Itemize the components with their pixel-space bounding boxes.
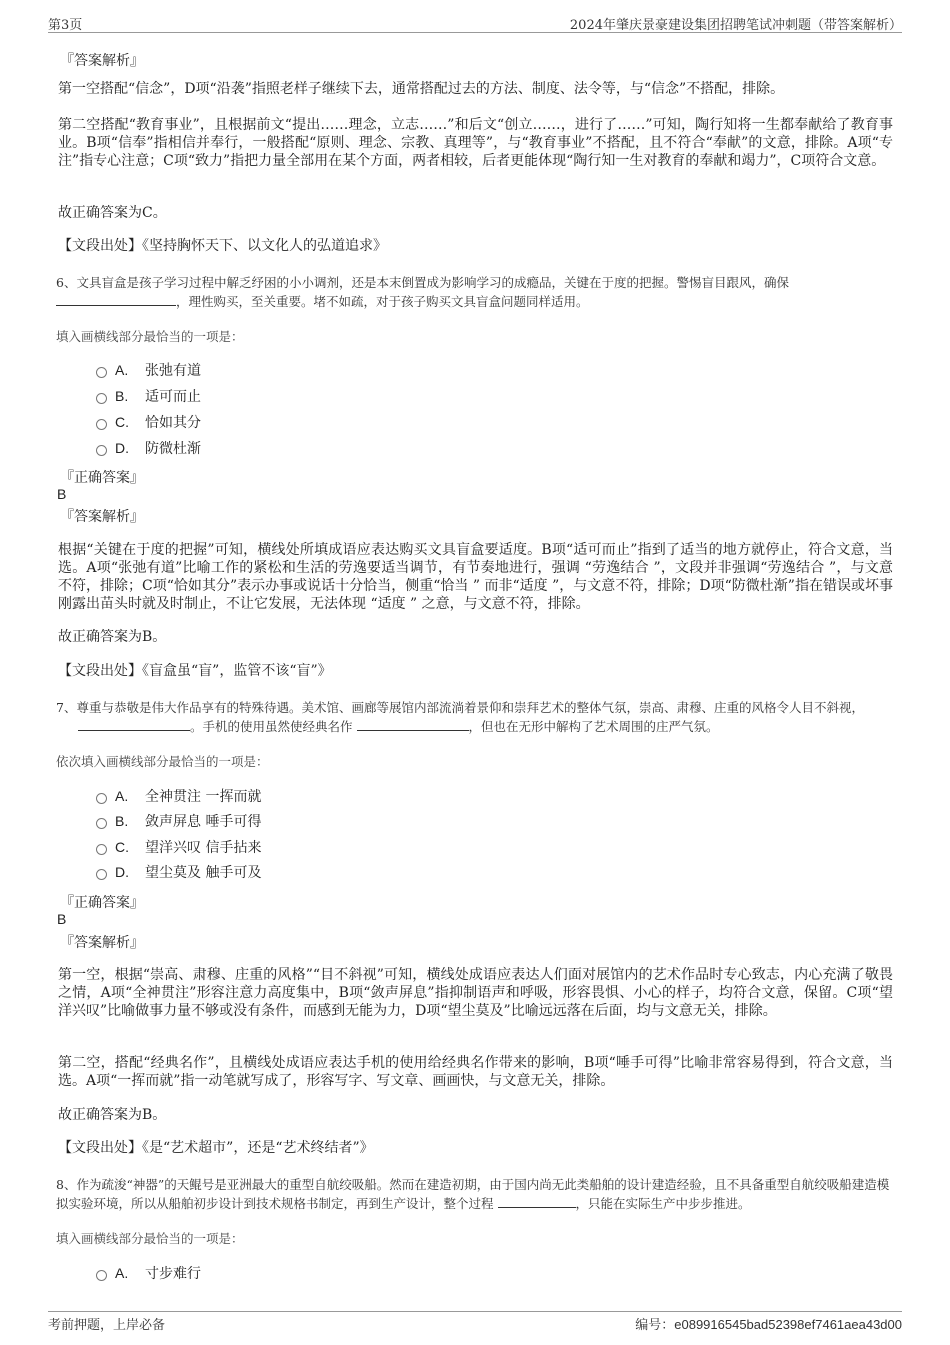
document-title: 2024年肇庆景豪建设集团招聘笔试冲刺题（带答案解析） [569,18,902,33]
q7-stem [56,698,896,736]
q7-option-d[interactable]: D. 望尘莫及 触手可及 [96,862,261,882]
q7-stem-part2: 。手机的使用虽然使经典名作 [190,719,353,734]
q7-stem-part1: 7、尊重与恭敬是伟大作品享有的特殊待遇。美术馆、画廊等展馆内部流淌着景仰和崇拜艺术的整体气氛，崇高、肃穆、庄重的风格令人目不斜视， [56,700,864,715]
document-code: 编号：e089916545bad52398ef7461aea43d00 [635,1317,902,1333]
q7-blank-1 [78,718,190,731]
q8-stem [56,1175,896,1213]
q6-blank [56,293,176,306]
q6-option-d[interactable]: D. 防微杜渐 [96,438,201,458]
page-footer [48,1314,902,1332]
q6-source: 【文段出处】《盲盒虽“盲”，监管不该“盲”》 [58,663,332,679]
q7-option-c[interactable]: C. 望洋兴叹 信手拈来 [96,837,261,857]
q8-instruction: 填入画横线部分最恰当的一项是： [56,1231,244,1246]
q7-analysis-p2: 第二空，搭配“经典名作”，且横线处成语应表达手机的使用给经典名作带来的影响，B项“唾手可得”比喻非常容易得到，符合文意，当选。A项“一挥而就”指一动笔就写成了，形容写字、写文章、画画快，与文意无关，排除。 [58,1055,893,1089]
q6-option-c[interactable]: C. 恰如其分 [96,412,201,432]
q6-option-b[interactable]: B. 适可而止 [96,386,201,406]
radio-icon[interactable] [96,793,107,804]
page-header [48,12,902,32]
radio-icon[interactable] [96,445,107,456]
q6-stem-part1: 6、文具盲盒是孩子学习过程中解乏纾困的小小调剂，还是本末倒置成为影响学习的成瘾品，关键在于度的把握。警惕盲目跟风，确保 [56,275,789,290]
q7-stem-part3: ，但也在无形中解构了艺术周围的庄严气氛。 [468,719,719,734]
radio-icon[interactable] [96,367,107,378]
footer-slogan: 考前押题，上岸必备 [48,1318,166,1333]
q6-stem [56,273,896,311]
radio-icon[interactable] [96,818,107,829]
radio-icon[interactable] [96,393,107,404]
q5-conclusion: 故正确答案为C。 [58,205,167,221]
q7-source: 【文段出处】《是“艺术超市”，还是“艺术终结者”》 [58,1140,374,1156]
q7-option-b[interactable]: B. 敛声屏息 唾手可得 [96,811,261,831]
footer-divider [48,1311,902,1312]
header-divider [48,32,902,33]
q6-answer: B [57,486,67,502]
q8-blank [498,1195,576,1208]
q7-conclusion: 故正确答案为B。 [58,1107,167,1123]
q5-analysis-p2: 第二空搭配“教育事业”，且根据前文“提出……理念，立志……”和后文“创立……，进行了……”可知，陶行知将一生都奉献给了教育事业。B项“信奉”指相信并奉行，一般搭配“原则、理念、宗教、真理等”，与“教育事业”不搭配，且不符合“奉献”的文意，排除。A项“专注”指专心注意；C项“致力”指把力量全部用在某个方面，两者相较，后者更能体现“陶行知一生对教育的奉献和竭力”，C项符合文意。 [58,117,893,169]
q7-blank-2 [357,718,469,731]
q7-answer-heading: 『正确答案』 [60,895,144,911]
radio-icon[interactable] [96,869,107,880]
q7-analysis-p1: 第一空，根据“崇高、肃穆、庄重的风格”“目不斜视”可知，横线处成语应表达人们面对展馆内的艺术作品时专心致志，内心充满了敬畏之情，A项“全神贯注”形容注意力高度集中，B项“敛声屏息”指抑制语声和呼吸，形容畏惧、小心的样子，均符合文意，保留。C项“望洋兴叹”比喻做事力量不够或没有条件，而感到无能为力，D项“望尘莫及”比喻远远落在后面，均与文意无关，排除。 [58,967,893,1019]
q6-instruction: 填入画横线部分最恰当的一项是： [56,329,244,344]
page-number: 第3页 [48,18,83,33]
q6-stem-part2: ，理性购买，至关重要。堵不如疏，对于孩子购买文具盲盒问题同样适用。 [176,294,589,309]
q7-answer: B [57,911,67,927]
q5-analysis-p1: 第一空搭配“信念”，D项“沿袭”指照老样子继续下去，通常搭配过去的方法、制度、法令等，与“信念”不搭配，排除。 [58,81,785,97]
q5-analysis-heading: 『答案解析』 [60,53,144,69]
q8-option-a[interactable]: A. 寸步难行 [96,1263,201,1283]
radio-icon[interactable] [96,1270,107,1281]
q6-answer-heading: 『正确答案』 [60,470,144,486]
q6-analysis-heading: 『答案解析』 [60,509,144,525]
radio-icon[interactable] [96,419,107,430]
q7-instruction: 依次填入画横线部分最恰当的一项是： [56,754,269,769]
q8-stem-part1: 8、作为疏浚“神器”的天鲲号是亚洲最大的重型自航绞吸船。然而在建造初期，由于国内尚无此类船舶的设计建造经验，且不具备重型自航绞吸船建造模拟实验环境，所以从船舶初步设计到技术规格书制定，再到生产设计，整个过程 [56,1177,890,1211]
radio-icon[interactable] [96,844,107,855]
q5-source: 【文段出处】《坚持胸怀天下、以文化人的弘道追求》 [58,238,387,254]
q7-analysis-heading: 『答案解析』 [60,935,144,951]
q6-conclusion: 故正确答案为B。 [58,629,167,645]
q7-option-a[interactable]: A. 全神贯注 一挥而就 [96,786,261,806]
q6-option-a[interactable]: A. 张弛有道 [96,360,201,380]
q6-analysis: 根据“关键在于度的把握”可知，横线处所填成语应表达购买文具盲盒要适度。B项“适可而止”指到了适当的地方就停止，符合文意，当选。A项“张弛有道”比喻工作的紧松和生活的劳逸要适当调节，有节奏地进行，强调 “劳逸结合 ”，文段并非强调“劳逸结合 ”，与文意不符，排除；C项“恰如其分”表示办事或说话十分恰当，侧重“恰当 ” 而非“适度 ”，与文意不符，排除；D项“防微杜渐”指在错误或坏事刚露出苗头时就及时制止，不让它发展，无法体现 “适度 ” 之意，与文意不符，排除。 [58,542,893,612]
q8-stem-part2: ，只能在实际生产中步步推进。 [575,1196,751,1211]
